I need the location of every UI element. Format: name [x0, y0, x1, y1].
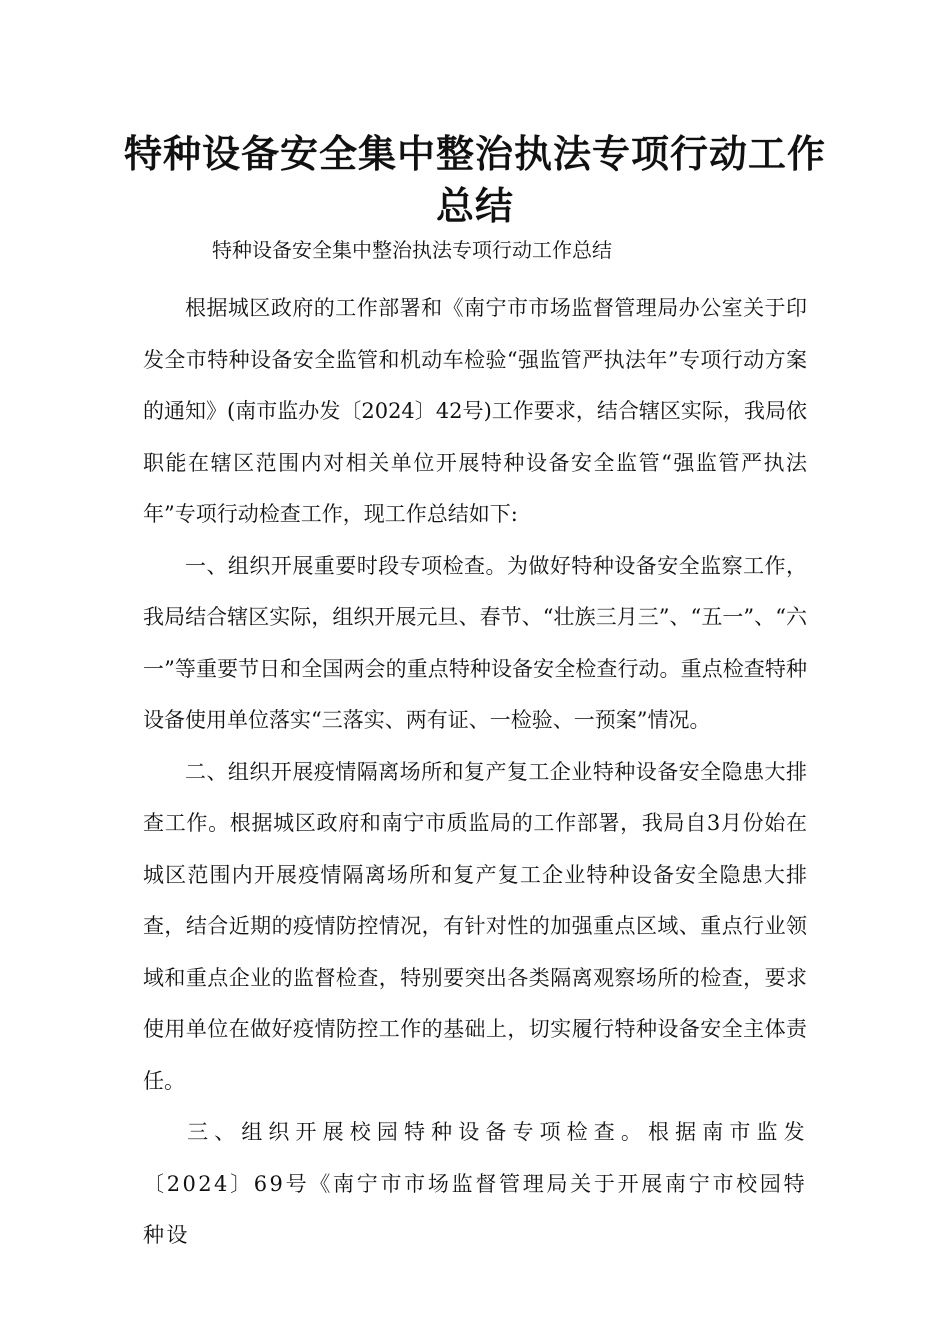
paragraph-section-1: 一、组织开展重要时段专项检查。为做好特种设备安全监察工作，我局结合辖区实际，组织开展元旦、春节、“壮族三月三”、“五一”、“六一”等重要节日和全国两会的重点特种设备安全检查行动。重点检查特种设备使用单位落实“三落实、两有证、一检验、一预案”情况。 [143, 553, 807, 732]
document-title: 特种设备安全集中整治执法专项行动工作总结 [123, 132, 826, 228]
paragraph-intro: 根据城区政府的工作部署和《南宁市市场监督管理局办公室关于印发全市特种设备安全监管和机动车检验“强监管严执法年”专项行动方案的通知》(南市监办发〔2024〕42号)工作要求，结合辖区实际，我局依职能在辖区范围内对相关单位开展特种设备安全监管“强监管严执法年”专项行动检查工作，现工作总结如下: [143, 296, 807, 526]
document-body [143, 283, 807, 1262]
document-subtitle: 特种设备安全集中整治执法专项行动工作总结 [212, 238, 612, 262]
paragraph-section-2: 二、组织开展疫情隔离场所和复产复工企业特种设备安全隐患大排查工作。根据城区政府和南宁市质监局的工作部署，我局自3月份始在城区范围内开展疫情隔离场所和复产复工企业特种设备安全隐患大排查，结合近期的疫情防控情况，有针对性的加强重点区域、重点行业领域和重点企业的监督检查，特别要突出各类隔离观察场所的检查，要求使用单位在做好疫情防控工作的基础上，切实履行特种设备安全主体责任。 [143, 759, 807, 1093]
paragraph-section-3: 三、组织开展校园特种设备专项检查。根据南市监发〔2024〕69号《南宁市市场监督管理局关于开展南宁市校园特种设 [143, 1120, 807, 1247]
